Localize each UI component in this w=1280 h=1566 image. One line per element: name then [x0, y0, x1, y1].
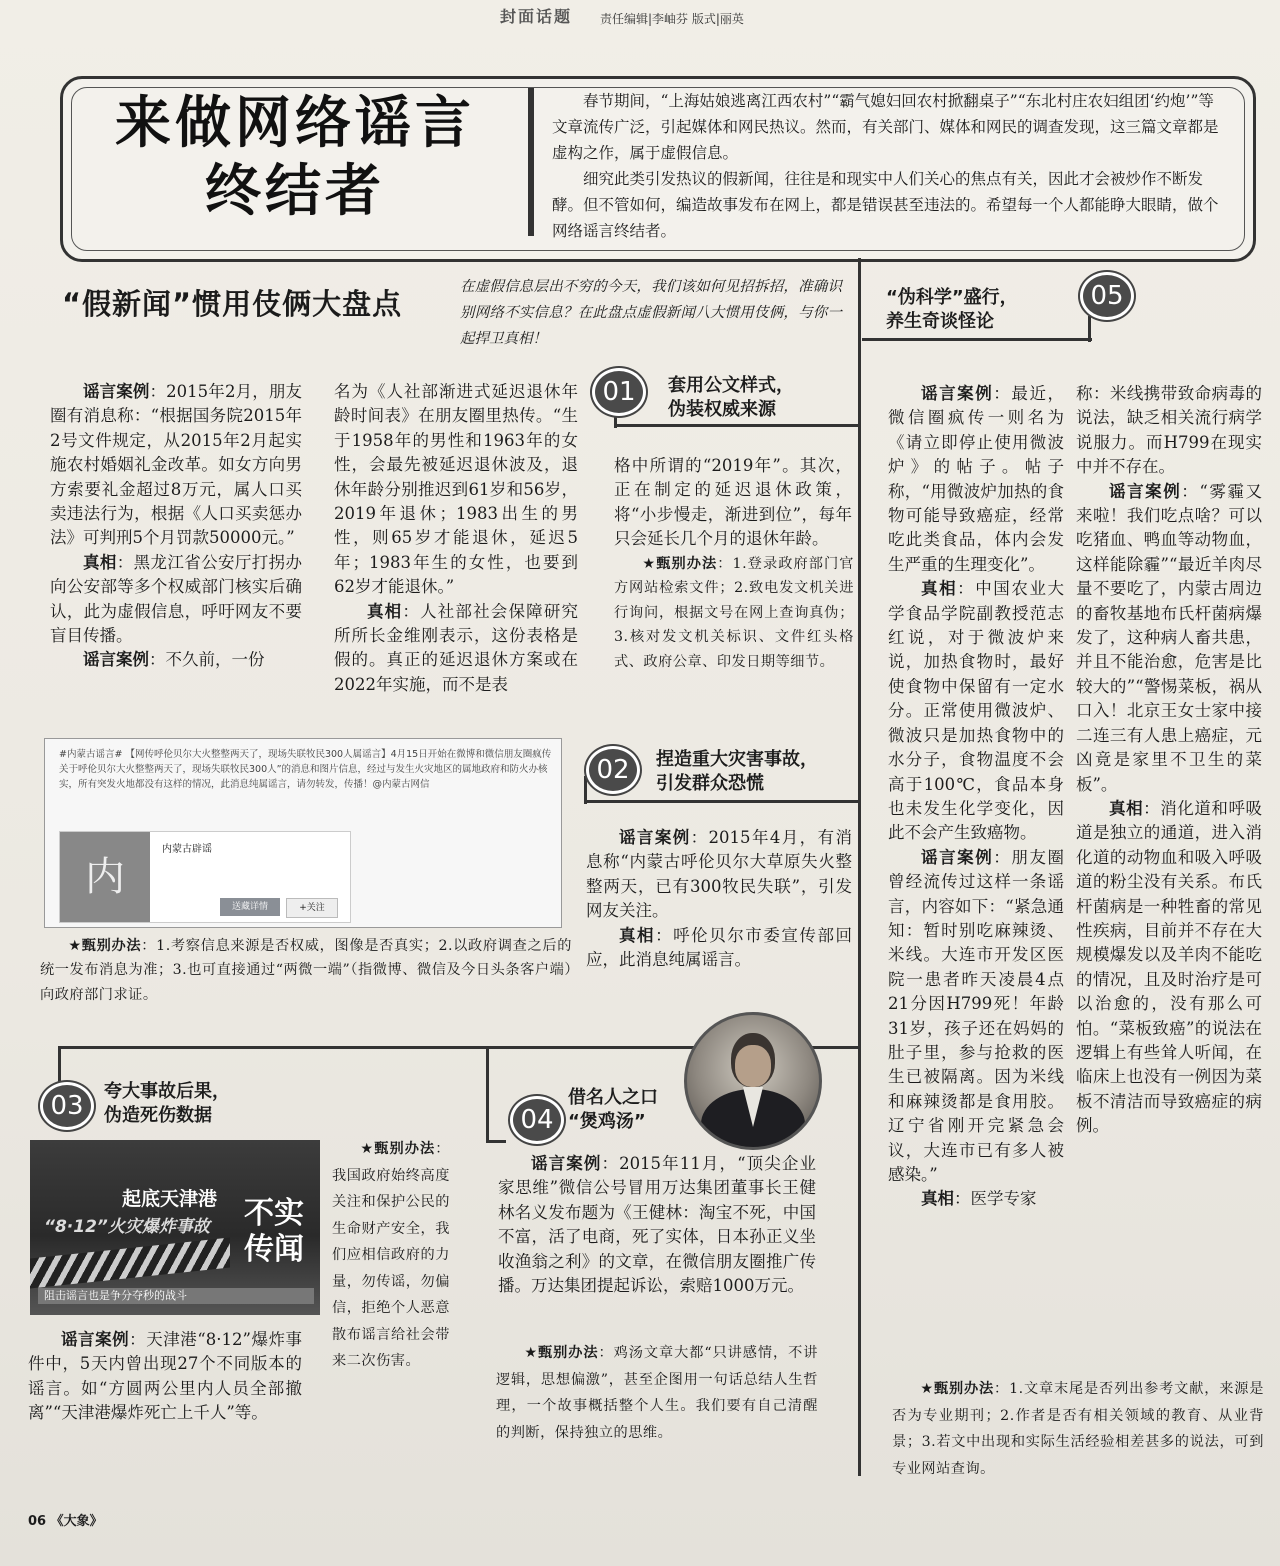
sec02-title-line-2: 引发群众恐慌 — [656, 773, 764, 794]
truth-label: 真相 — [921, 1189, 954, 1209]
sec02-rule-tick — [584, 776, 587, 804]
rumor-label: 谣言案例 — [921, 847, 994, 867]
sec01-rumor-2-cont: 名为《人社部渐进式延迟退休年龄时间表》在朋友圈里热传。“生于1958年的男性和1963年的女性，会最先被延迟退休波及，退休年龄分别推迟到61岁和56岁，2019年退休；1983出生的男性，则65岁才能退休，延迟5年；1983年生的女性，也要到62岁才能退休。” — [334, 382, 578, 597]
poster-line-3: 不实传闻 — [244, 1196, 304, 1267]
sec04-title — [568, 1086, 658, 1134]
sec01-column-2 — [334, 380, 578, 697]
page-title — [70, 90, 520, 226]
sec01-truth-2-cont: 格中所谓的“2019年”。其次，正在制定的延迟退休政策，将“小步慢走，渐进到位”，每年只会延长几个月的退休年龄。 — [614, 456, 852, 549]
sec02-rule — [586, 800, 860, 803]
truth-label: 真相 — [619, 925, 656, 945]
sec03-rumor: ：天津港“8·12”爆炸事件中，5天内曾出现27个不同版本的谣言。如“方圆两公里内人员全部撤离”“天津港爆炸死亡上千人”等。 — [28, 1330, 303, 1423]
section-name: 封面话题 — [500, 7, 573, 26]
warning-stripe — [30, 1237, 230, 1288]
title-line-1: 来做网络谣言 — [115, 91, 475, 156]
sec01-badge: 01 — [592, 368, 646, 416]
sec03-badge: 03 — [40, 1082, 94, 1130]
rumor-label: 谣言案例 — [619, 828, 691, 847]
magazine-name: 《大象》 — [50, 1514, 103, 1529]
sec05-title — [886, 286, 1018, 334]
sec04-method — [496, 1340, 818, 1446]
sec05-truth-2-start: ：医学专家 — [954, 1189, 1037, 1209]
method-label: ★甄别办法 — [920, 1381, 995, 1397]
sec05-title-line-2: 养生奇谈怪论 — [886, 311, 994, 332]
wang-jianlin-portrait — [684, 1012, 822, 1150]
title-divider — [528, 88, 534, 236]
sec05-truth-1: ：中国农业大学食品学院副教授范志红说，对于微波炉来说，加热食物时，最好使食物中保留有一定水分。正常使用微波炉、微波只是加热食物中的水分子，食物温度不会高于100℃，食品本身也未发生化学变化，因此不会产生致癌物。 — [888, 579, 1065, 843]
page-footer — [28, 1510, 103, 1529]
sec02-badge: 02 — [586, 746, 640, 794]
weibo-post-text: #内蒙古谣言# 【网传呼伦贝尔大火整整两天了，现场失联牧民300人属谣言】4月15日开始在微博和微信朋友圈疯传关于呼伦贝尔大火整整两天了，现场失联牧民300人”的消息和图片信息，经过与发生火灾地区的属地政府和防火办核实，所有突发火地都没有这样的情况，此消息纯属谣言，请勿转发，传播！@内蒙古网信 — [59, 749, 552, 790]
sec05-title-line-1: “伪科学”盛行， — [886, 287, 1018, 308]
rumor-label: 谣言案例 — [1109, 481, 1182, 501]
truth-label: 真相 — [921, 579, 958, 599]
sec02-body — [586, 826, 852, 972]
truth-label: 真相 — [367, 601, 403, 621]
sec05-rule-tick — [1088, 316, 1091, 342]
sec04-title-line-1: 借名人之口 — [568, 1087, 658, 1108]
sec05-column-b — [1076, 382, 1262, 1139]
sec04-method-text: ：鸡汤文章大都“只讲感情，不讲逻辑，思想偏激”，甚至企图用一句话总结人生哲理，一个故事概括整个人生。我们要有自己清醒的判断，保持独立的思维。 — [496, 1345, 818, 1441]
rumor-label: 谣言案例 — [83, 382, 150, 401]
truth-label: 真相 — [1109, 798, 1144, 818]
column-divider-right — [858, 258, 861, 1476]
detail-button[interactable]: 送藏详情 — [220, 898, 280, 916]
account-name: 内蒙古辟谣 — [162, 844, 212, 855]
sec01-method-text: ：1.登录政府部门官方网站检索文件；2.致电发文机关进行询问，根据文号在网上查询真伪；3.核对发文机关标识、文件红头格式、政府公章、印发日期等细节。 — [614, 556, 854, 670]
intro-paragraph-1: 春节期间，“上海姑娘逃离江西农村”“霸气媳妇回农村掀翻桌子”“东北村庄农妇组团‘约炮’”等文章流传广泛，引起媒体和网民热议。然而，有关部门、媒体和网民的调查发现，这三篇文章都是虚构之作，属于虚假信息。 — [552, 92, 1219, 162]
sec02-title — [656, 748, 818, 796]
sec03-body — [28, 1328, 302, 1426]
sec01-rule — [616, 424, 860, 427]
sec03-title-line-1: 夸大事故后果， — [104, 1081, 230, 1102]
sec01-title-line-2: 伪装权威来源 — [668, 399, 776, 420]
sec04-body — [498, 1152, 816, 1298]
page-header — [500, 4, 1260, 27]
sec02-rumor: ：2015年4月，有消息称“内蒙古呼伦贝尔大草原失火整整两天，已有300牧民失联”，引发网友关注。 — [586, 828, 852, 921]
sec03-method-text: ：我国政府始终高度关注和保护公民的生命财产安全，我们应相信政府的力量，勿传谣，勿偏信，拒绝个人恶意散布谣言给社会带来二次伤害。 — [332, 1141, 450, 1369]
method-label: ★甄别办法 — [360, 1141, 436, 1157]
page-number: 06 — [28, 1514, 47, 1529]
sec05-rule — [862, 338, 1092, 341]
sec01-column-3 — [614, 454, 852, 552]
sec04-title-line-2: “煲鸡汤” — [568, 1111, 646, 1132]
truth-label: 真相 — [83, 552, 117, 572]
sec02-method-text: ：1.考察信息来源是否权威，图像是否真实；2.以政府调查之后的统一发布消息为准；3.也可直接通过“两微一端”（指微博、微信及今日头条客户端）向政府部门求证。 — [40, 938, 572, 1003]
sec05-column-a — [888, 382, 1064, 1212]
sec05-method-text: ：1.文章末尾是否列出参考文献，来源是否为专业期刊；2.作者是否有相关领域的教育、从业背景；3.若文中出现和实际生活经验相差甚多的说法，可到专业网站查询。 — [892, 1381, 1264, 1477]
sec04-rule — [486, 1140, 506, 1143]
poster-line-2: “8·12”火灾爆炸事故 — [44, 1217, 210, 1237]
sec04-badge: 04 — [510, 1096, 564, 1144]
rumor-label: 谣言案例 — [921, 384, 994, 403]
sec05-badge: 05 — [1080, 272, 1134, 320]
rumor-label: 谣言案例 — [531, 1154, 602, 1173]
sec05-truth-2-cont: 称：米线携带致命病毒的说法，缺乏相关流行病学说服力。而H799在现实中并不存在。 — [1076, 384, 1262, 477]
sec01-rumor-2-start: ：不久前，一份 — [149, 650, 265, 670]
sec02-method — [40, 934, 572, 1007]
intro-paragraph-2: 细究此类引发热议的假新闻，往往是和现实中人们关心的焦点有关，因此才会被炒作不断发酵。但不管如何，编造故事发布在网上，都是错误甚至违法的。希望每一个人都能睁大眼睛，做个网络谣言终结者。 — [552, 170, 1219, 240]
intro-text — [552, 88, 1224, 244]
account-card — [59, 831, 351, 923]
rumor-label: 谣言案例 — [61, 1330, 130, 1349]
sec04-divider — [486, 1046, 489, 1142]
sec03-title — [104, 1080, 230, 1128]
editor-credits: 责任编辑|李岫芬 版式|丽英 — [600, 12, 744, 26]
weibo-screenshot — [44, 738, 562, 928]
main-headline: “假新闻”惯用伎俩大盘点 — [62, 287, 403, 321]
sec01-method — [614, 552, 854, 674]
method-label: ★甄别办法 — [642, 556, 718, 572]
tianjin-poster — [30, 1140, 320, 1315]
poster-line-1: 起底天津港 — [122, 1188, 218, 1210]
sec01-title — [668, 374, 794, 422]
sec05-rumor-2: ：朋友圈曾经流传过这样一条谣言，内容如下：“紧急通知：暂时别吃麻辣烫、米线。大连市开发区医院一患者昨天凌晨4点21分因H799死！年龄31岁，孩子还在妈妈的肚子里，参与抢救的医生已被隔离。因为米线和麻辣烫都是食用胶。辽宁省刚开完紧急会议，大连市已有多人被感染。” — [888, 847, 1065, 1184]
sec03-title-line-2: 伪造死伤数据 — [104, 1105, 212, 1126]
sec05-rumor-3: ：“雾霾又来啦！我们吃点啥？可以吃猪血、鸭血等动物血，这样能除霾”“最近羊肉尽量不要吃了，内蒙古周边的畜牧基地布氏杆菌病爆发了，这种病人畜共患，并且不能治愈，危害是比较大的”“警惕菜板，祸从口入！北京王女士家中接二连三有人患上癌症，元凶竟是家里不卫生的菜板”。 — [1076, 481, 1262, 794]
sec01-truth-2: ：人社部社会保障研究所所长金维刚表示，这份表格是假的。真正的延迟退休方案或在2022年实施，而不是表 — [334, 601, 579, 694]
sec05-method — [892, 1376, 1264, 1482]
sec02-truth: ：呼伦贝尔市委宣传部回应，此消息纯属谣言。 — [586, 925, 853, 970]
sec05-truth-3: ：消化道和呼吸道是独立的通道，进入消化道的动物血和吸入呼吸道的粉尘没有关系。布氏杆菌病是一种牲畜的常见性疾病，目前并不存在大规模爆发以及羊肉不能吃的情况，且及时治疗是可以治愈的，没有那么可怕。“菜板致癌”的说法在逻辑上有些耸人听闻，在临床上也没有一例因为菜板不清洁而导致癌症的病例。 — [1076, 798, 1262, 1136]
sec05-rumor-1: ：最近，微信圈疯传一则名为《请立即停止使用微波炉》的帖子。帖子称，“用微波炉加热的食物可能导致癌症，经常吃此类食品，体内会发生严重的生理变化”。 — [888, 384, 1065, 574]
sec01-rumor-1: ：2015年2月，朋友圈有消息称：“根据国务院2015年2号文件规定，从2015年2月起实施农村婚姻礼金改革。如女方向男方索要礼金超过8万元，属人口买卖违法行为，根据《人口买卖惩办法》可判刑5个月罚款50000元。” — [50, 382, 302, 548]
poster-line-4: 阻击谣言也是争分夺秒的战斗 — [38, 1288, 314, 1304]
follow-button[interactable]: +关注 — [286, 898, 338, 918]
sec01-title-line-1: 套用公文样式， — [668, 375, 794, 396]
sec03-method — [332, 1136, 450, 1375]
account-logo: 内 — [60, 832, 150, 922]
sec04-rumor: ：2015年11月，“顶尖企业家思维”微信公号冒用万达集团董事长王健林名义发布题为《王健林：淘宝不死，中国不富，活了电商，死了实体，日本孙正义坐收渔翁之利》的文章，在微信朋友圈推广传播。万达集团提起诉讼，索赔1000万元。 — [498, 1154, 816, 1296]
main-lead: 在虚假信息层出不穷的今天，我们该如何见招拆招，准确识别网络不实信息？在此盘点虚假新闻八大惯用伎俩，与你一起捍卫真相！ — [460, 279, 842, 347]
method-label: ★甄别办法 — [524, 1345, 599, 1361]
method-label: ★甄别办法 — [68, 938, 142, 954]
lower-rule-tick-left — [58, 1046, 61, 1086]
sec01-column-1 — [50, 380, 302, 673]
rumor-label: 谣言案例 — [83, 650, 149, 670]
title-line-2: 终结者 — [205, 159, 385, 224]
sec01-truth-1: ：黑龙江省公安厅打拐办向公安部等多个权威部门核实后确认，此为虚假信息，呼吁网友不要盲目传播。 — [50, 552, 302, 646]
sec02-title-line-1: 捏造重大灾害事故， — [656, 749, 818, 770]
